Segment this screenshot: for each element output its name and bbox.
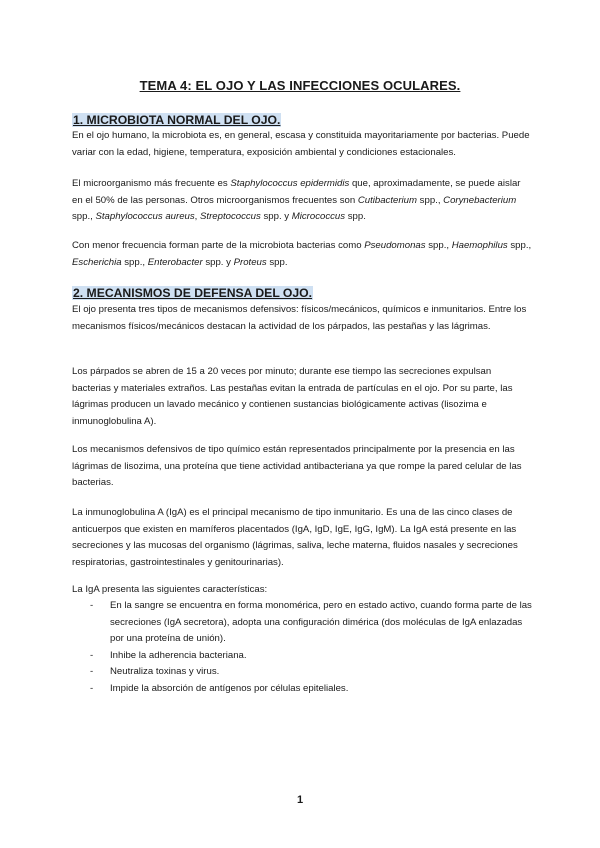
paragraph-less-frequent-bacteria: Con menor frecuencia forman parte de la microbiota bacterias como Pseudomonas spp., Haemophilus spp., Escherichia spp., Enterobacter spp. y Proteus spp. xyxy=(72,240,532,268)
paragraph-iga-characteristics-intro: La IgA presenta las siguientes características: xyxy=(72,584,268,595)
list-item: - Neutraliza toxinas y virus. xyxy=(72,664,532,681)
paragraph-eyelids-tears: Los párpados se abren de 15 a 20 veces por minuto; durante ese tiempo las secreciones expulsan bacterias y materiales extraños. Las pestañas evitan la entrada de partículas en el ojo. Por su parte, las lágrimas producen un lavado mecánico y contienen sustancias biológicamente activas (lisozima e inmunoglobulina A). xyxy=(72,366,513,427)
bullet-marker: - xyxy=(90,649,94,661)
list-item: - En la sangre se encuentra en forma monomérica, pero en estado activo, cuando forma parte de las secreciones (IgA secretora), adopta una configuración dimérica (dos moléculas de IgA enlazadas por una proteína de unión). xyxy=(90,600,532,645)
paragraph-chemical-defense: Los mecanismos defensivos de tipo químico están representados principalmente por la presencia en las lágrimas de lisozima, una proteína que tiene actividad antibacteriana ya que rompe la pared celular de las bacterias. xyxy=(72,444,522,489)
paragraph-immunoglobulin-a: La inmunoglobulina A (IgA) es el principal mecanismo de tipo inmunitario. Es una de las cinco clases de anticuerpos que existen en mamíferos placentados (IgA, IgD, IgE, IgG, IgM). La IgA está presente en las secreciones y las mucosas del organismo (lágrimas, saliva, leche materna, fluidos nasales y secreciones respiratorias, gastrointestinales y genitourinarias). xyxy=(72,507,518,568)
section-heading-defense: 2. MECANISMOS DE DEFENSA DEL OJO. xyxy=(73,286,313,300)
paragraph-defense-types: El ojo presenta tres tipos de mecanismos defensivos: físicos/mecánicos, químicos e inmunitarios. Entre los mecanismos físicos/mecánicos destacan la actividad de los párpados, las pestañas y las lágrimas. xyxy=(72,304,527,332)
list-item: - Impide la absorción de antígenos por células epiteliales. xyxy=(72,681,532,698)
document-title: TEMA 4: EL OJO Y LAS INFECCIONES OCULARES. xyxy=(139,78,461,93)
list-item: - Inhibe la adherencia bacteriana. xyxy=(72,648,532,665)
paragraph-frequent-microorganisms: El microorganismo más frecuente es Staphylococcus epidermidis que, aproximadamente, se puede aislar en el 50% de las personas. Otros microorganismos frecuentes son Cutibacterium spp., Corynebacterium spp., Staphylococcus aureus, Streptococcus spp. y Micrococcus spp. xyxy=(72,178,521,223)
bullet-marker: - xyxy=(90,682,94,694)
bullet-marker: - xyxy=(90,600,94,611)
bullet-marker: - xyxy=(90,666,94,678)
iga-characteristics-list xyxy=(72,598,532,698)
section-heading-microbiota: 1. MICROBIOTA NORMAL DEL OJO. xyxy=(73,113,281,127)
paragraph-microbiota-intro: En el ojo humano, la microbiota es, en general, escasa y constituida mayoritariamente por bacterias. Puede variar con la edad, higiene, temperatura, exposición ambiental y condiciones estacionales. xyxy=(72,130,530,158)
page-number: 1 xyxy=(296,794,304,806)
